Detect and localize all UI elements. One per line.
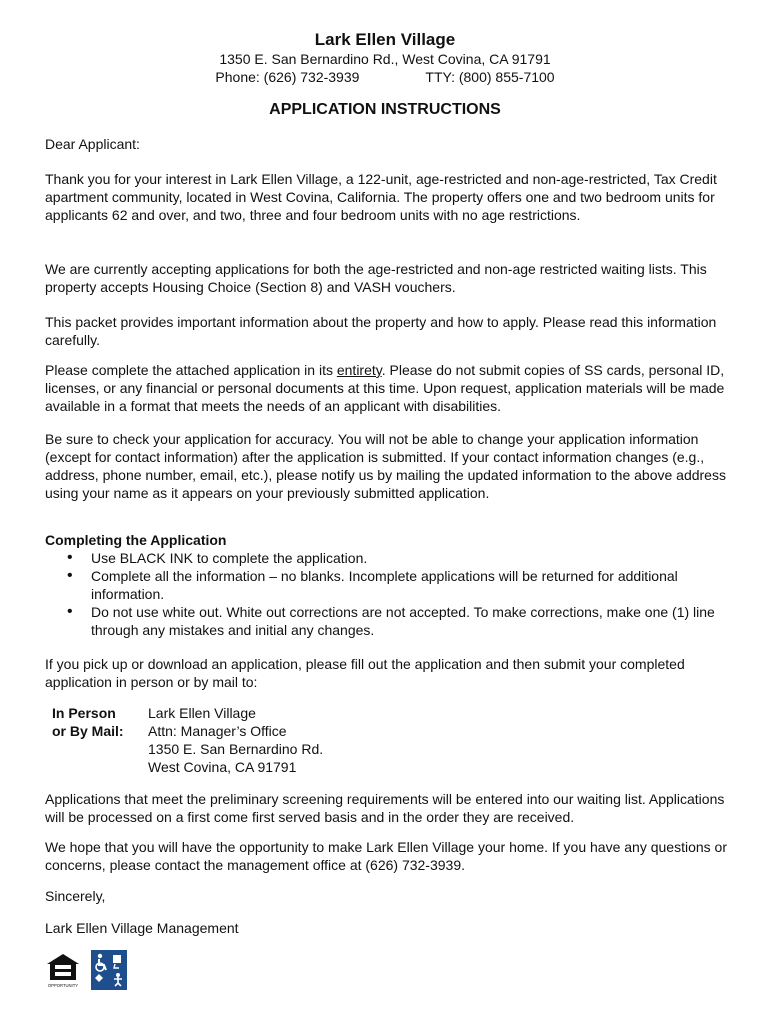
- mailing-address: [148, 704, 468, 776]
- complete-text-emphasis: entirety: [336, 362, 382, 378]
- contact-numbers: [0, 68, 770, 86]
- equal-housing-opportunity-icon: [45, 950, 81, 990]
- greeting: Dear Applicant:: [45, 136, 140, 152]
- sign-off: Sincerely,: [45, 888, 106, 904]
- tty-number: TTY: (800) 855-7100: [425, 69, 555, 85]
- address-line: West Covina, CA 91791: [148, 759, 297, 775]
- address-line: 1350 E. San Bernardino Rd.: [148, 741, 324, 757]
- section-heading: Completing the Application: [45, 532, 227, 548]
- organization-name: Lark Ellen Village: [314, 30, 456, 49]
- mailing-label: [52, 704, 144, 740]
- address-line: Lark Ellen Village: [148, 705, 256, 721]
- closing-paragraph: We hope that you will have the opportunity to make Lark Ellen Village your home. If you have any questions or concerns, please contact the management office at (626) 732-3939.: [45, 839, 727, 873]
- list-item: • Do not use white out. White out corrections are not accepted. To make corrections, make one (1) line through any mistakes and initial any changes.: [45, 603, 735, 639]
- accuracy-paragraph: Be sure to check your application for accuracy. You will not be able to change your application information (except for contact information) after the application is submitted. If your contact information changes (e.g., address, phone number, email, etc.), please notify us by mailing the updated information to the above address using your name as it appears on your previously submitted application.: [45, 431, 726, 501]
- phone-number: Phone: (626) 732-3939: [215, 69, 360, 85]
- accessibility-icon: [91, 950, 127, 990]
- organization-address: 1350 E. San Bernardino Rd., West Covina, CA 91791: [219, 51, 551, 67]
- complete-paragraph: [45, 361, 735, 415]
- list-item: • Complete all the information – no blanks. Incomplete applications will be returned for additional information.: [45, 567, 735, 603]
- mailing-label-line: or By Mail:: [52, 723, 124, 739]
- intro-paragraph: Thank you for your interest in Lark Ellen Village, a 122-unit, age-restricted and non-age-restricted, Tax Credit apartment community, located in West Covina, California. The property offers one and two bedroom units for applicants 62 and over, and two, three and four bedroom units with no age restrictions.: [45, 171, 717, 223]
- pickup-paragraph: If you pick up or download an application, please fill out the application and then submit your completed application in person or by mail to:: [45, 656, 685, 690]
- list-item: • Use BLACK INK to complete the application.: [45, 549, 735, 567]
- complete-text-start: Please complete the attached application in its: [45, 362, 337, 378]
- mailing-label-line: In Person: [52, 705, 116, 721]
- instructions-list: [45, 549, 735, 639]
- accepting-paragraph: We are currently accepting applications for both the age-restricted and non-age restricted waiting lists. This property accepts Housing Choice (Section 8) and VASH vouchers.: [45, 261, 707, 295]
- eho-caption: OPPORTUNITY: [47, 983, 79, 988]
- packet-paragraph: This packet provides important information about the property and how to apply. Please read this information carefully.: [45, 314, 717, 348]
- address-line: Attn: Manager’s Office: [148, 723, 287, 739]
- complete-text-end: . Please do not submit copies of SS cards, personal ID, licenses, or any financial or personal documents at this time. Upon request, application materials will be made available in a format that meets the needs of an applicant with disabilities.: [45, 362, 725, 414]
- letterhead: [0, 30, 770, 86]
- signature: Lark Ellen Village Management: [45, 920, 239, 936]
- screening-paragraph: Applications that meet the preliminary screening requirements will be entered into our waiting list. Applications will be processed on a first come first served basis and in the order they are received.: [45, 791, 725, 825]
- page-title: APPLICATION INSTRUCTIONS: [269, 101, 501, 118]
